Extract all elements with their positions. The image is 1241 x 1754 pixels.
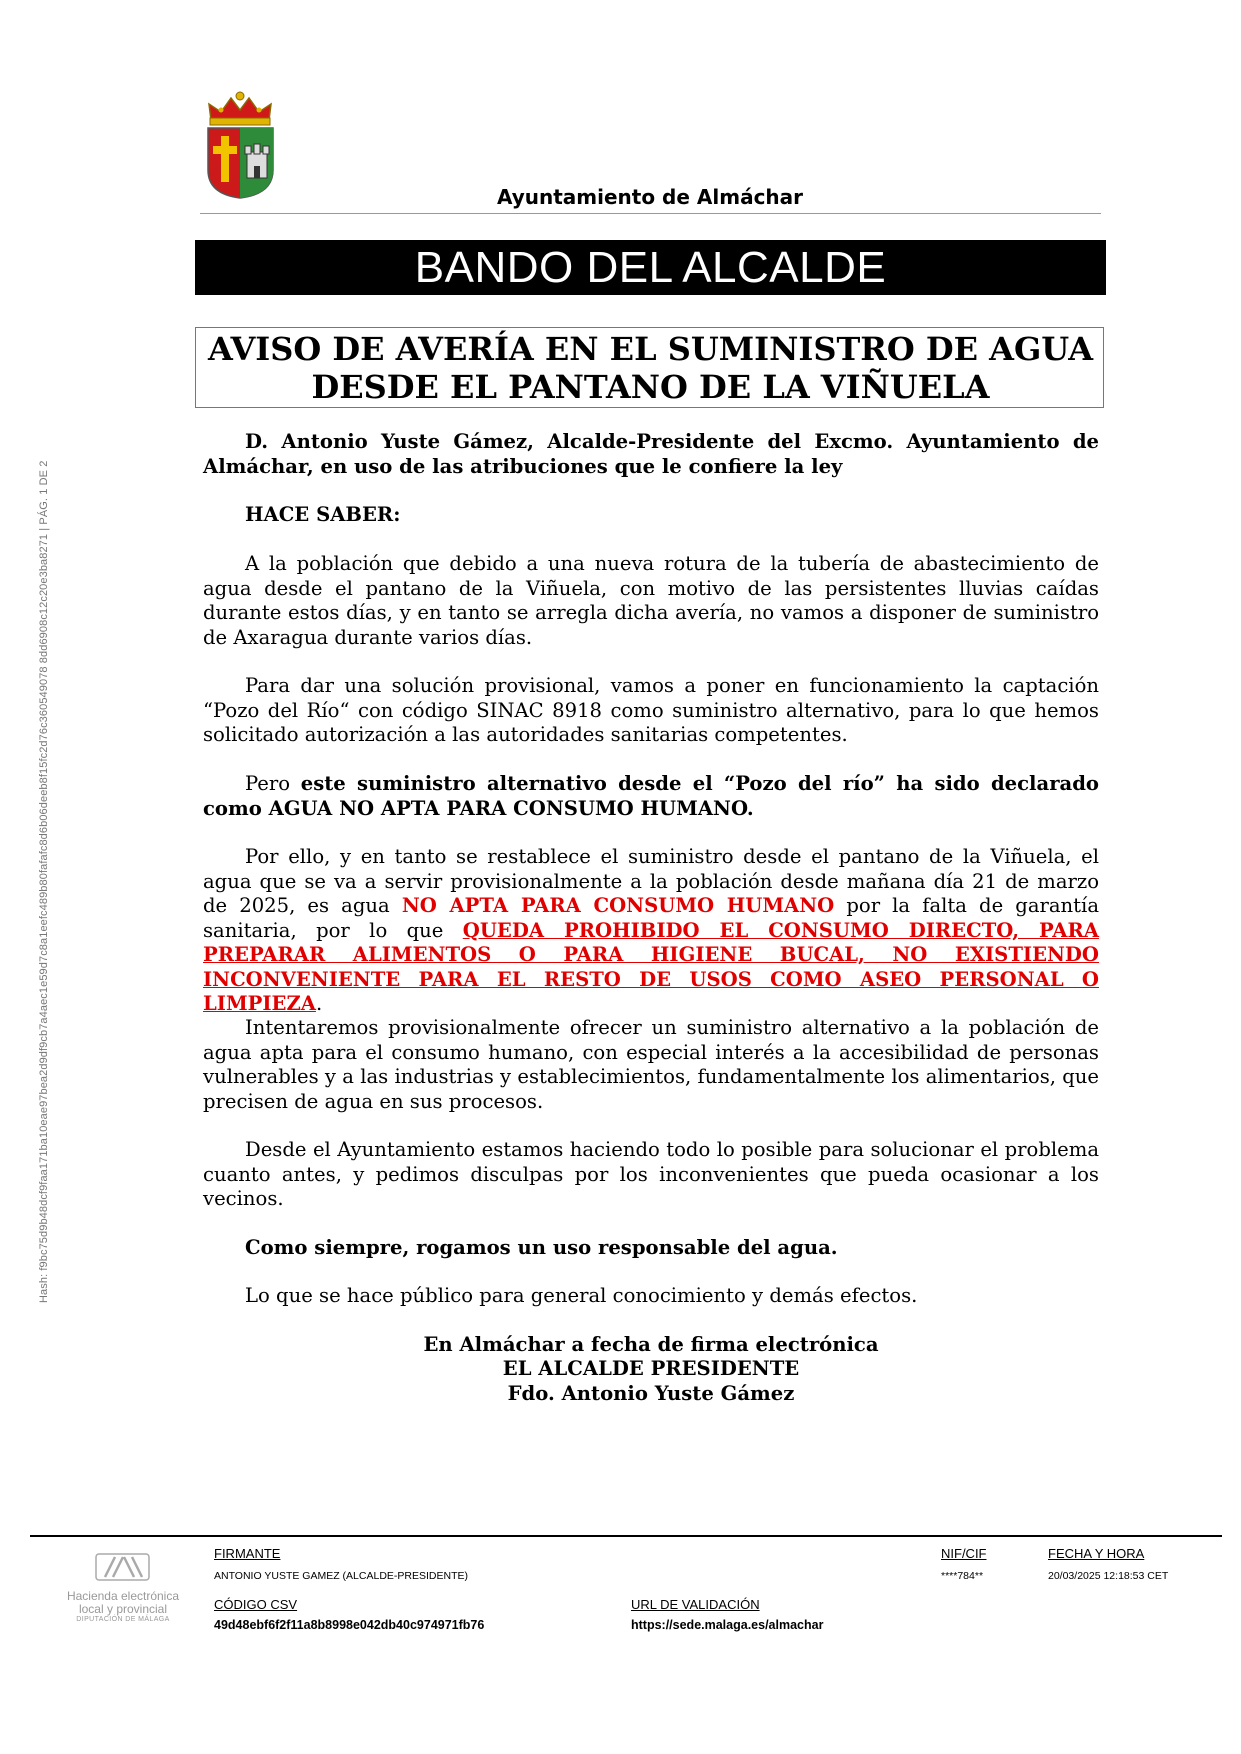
nif-value: ****784** xyxy=(941,1570,984,1582)
paragraph-4-part-c: por la falta de garantía sanitaria, por lo que xyxy=(203,894,1100,942)
hace-saber-heading: HACE SABER: xyxy=(245,503,401,526)
paragraph-5: Intentaremos provisionalmente ofrecer un suministro alternativo a la población de agua apta para el consumo humano, con especial interés a la accesibilidad de personas vulnerables y a las industrias y establecimientos, fundamentalmente los alimentarios, que precisen de agua en sus procesos. xyxy=(203,1016,1099,1113)
datetime-label: FECHA Y HORA xyxy=(1048,1546,1145,1561)
bando-title: BANDO DEL ALCALDE xyxy=(414,242,887,292)
hacienda-logo-icon xyxy=(95,1553,150,1581)
csv-label: CÓDIGO CSV xyxy=(214,1597,298,1612)
intro-paragraph: D. Antonio Yuste Gámez, Alcalde-Presidente del Excmo. Ayuntamiento de Almáchar, en uso de las atribuciones que le confiere la ley xyxy=(203,430,1099,478)
validation-url-label: URL DE VALIDACIÓN xyxy=(631,1597,760,1612)
hacienda-text-1: Hacienda electrónica xyxy=(66,1589,180,1603)
signature-name: Fdo. Antonio Yuste Gámez xyxy=(507,1382,795,1405)
hacienda-text-3: DIPUTACIÓN DE MÁLAGA xyxy=(76,1616,170,1623)
paragraph-6: Desde el Ayuntamiento estamos haciendo todo lo posible para solucionar el problema cuanto antes, y pedimos disculpas por los inconvenientes que pueda ocasionar a los vecinos. xyxy=(203,1138,1099,1210)
coat-of-arms-icon xyxy=(203,90,278,200)
closing-paragraph: Lo que se hace público para general conocimiento y demás efectos. xyxy=(245,1284,918,1307)
paragraph-3 xyxy=(203,772,1099,821)
document-hash: Hash: f9bc75d9b48dcf9faa171ba10eae97bea2d9df9cb7a4aec1e59d7c8a1eefc489b80fafafc8d6b06deeb8f15fc2d76c360549078 8dd6908c12c20e3ba8271 | PÁG. 1 DE 2 xyxy=(38,460,50,1303)
signer-label: FIRMANTE xyxy=(214,1546,281,1561)
paragraph-2: Para dar una solución provisional, vamos a poner en funcionamiento la captación “Pozo del Río“ con código SINAC 8918 como suministro alternativo, para lo que hemos solicitado autorización a las autoridades sanitarias competentes. xyxy=(203,674,1099,746)
signature-role: EL ALCALDE PRESIDENTE xyxy=(502,1357,800,1380)
hacienda-text-2: local y provincial xyxy=(78,1602,168,1616)
paragraph-4-end: . xyxy=(315,992,323,1015)
prohibition-warning: QUEDA PROHIBIDO EL CONSUMO DIRECTO, PARA PREPARAR ALIMENTOS O PARA HIGIENE BUCAL, NO EXISTIENDO INCONVENIENTE PARA EL RESTO DE USOS COMO ASEO PERSONAL O LIMPIEZA xyxy=(203,918,1099,1015)
signature-place-date: En Almáchar a fecha de firma electrónica xyxy=(423,1333,879,1356)
paragraph-4 xyxy=(203,845,1099,1017)
municipality-name: Ayuntamiento de Almáchar xyxy=(496,185,804,209)
notice-title-line-2: DESDE EL PANTANO DE LA VIÑUELA xyxy=(311,368,990,406)
notice-title-box xyxy=(195,327,1104,408)
validation-url-link[interactable]: https://sede.malaga.es/almachar xyxy=(631,1618,824,1632)
csv-value: 49d48ebf6f2f11a8b8998e042db40c974971fb76 xyxy=(214,1618,485,1632)
header-divider xyxy=(200,213,1101,214)
paragraph-3-bold: este suministro alternativo desde el “Pozo del río” ha sido declarado como AGUA NO APTA PARA CONSUMO HUMANO. xyxy=(203,772,1099,820)
bando-banner xyxy=(195,240,1106,295)
not-potable-warning: NO APTA PARA CONSUMO HUMANO xyxy=(401,894,835,917)
nif-label: NIF/CIF xyxy=(941,1546,987,1561)
notice-title-line-1: AVISO DE AVERÍA EN EL SUMINISTRO DE AGUA xyxy=(207,330,1094,368)
paragraph-1: A la población que debido a una nueva rotura de la tubería de abastecimiento de agua desde el pantano de la Viñuela, con motivo de las persistentes lluvias caídas durante estos días, y en tanto se arregla dicha avería, no vamos a disponer de suministro de Axaragua durante varios días. xyxy=(203,552,1099,649)
paragraph-3-lead: Pero xyxy=(245,772,301,795)
responsible-use-note: Como siempre, rogamos un uso responsable del agua. xyxy=(245,1236,838,1259)
signer-value: ANTONIO YUSTE GAMEZ (ALCALDE-PRESIDENTE) xyxy=(214,1570,468,1582)
datetime-value: 20/03/2025 12:18:53 CET xyxy=(1048,1570,1169,1582)
paragraph-4-part-a: Por ello, y en tanto se restablece el suministro desde el pantano de la Viñuela, el agua que se va a servir provisionalmente a la población desde mañana día 21 de marzo de 2025, es agua xyxy=(203,845,1099,917)
footer-divider xyxy=(30,1535,1222,1537)
